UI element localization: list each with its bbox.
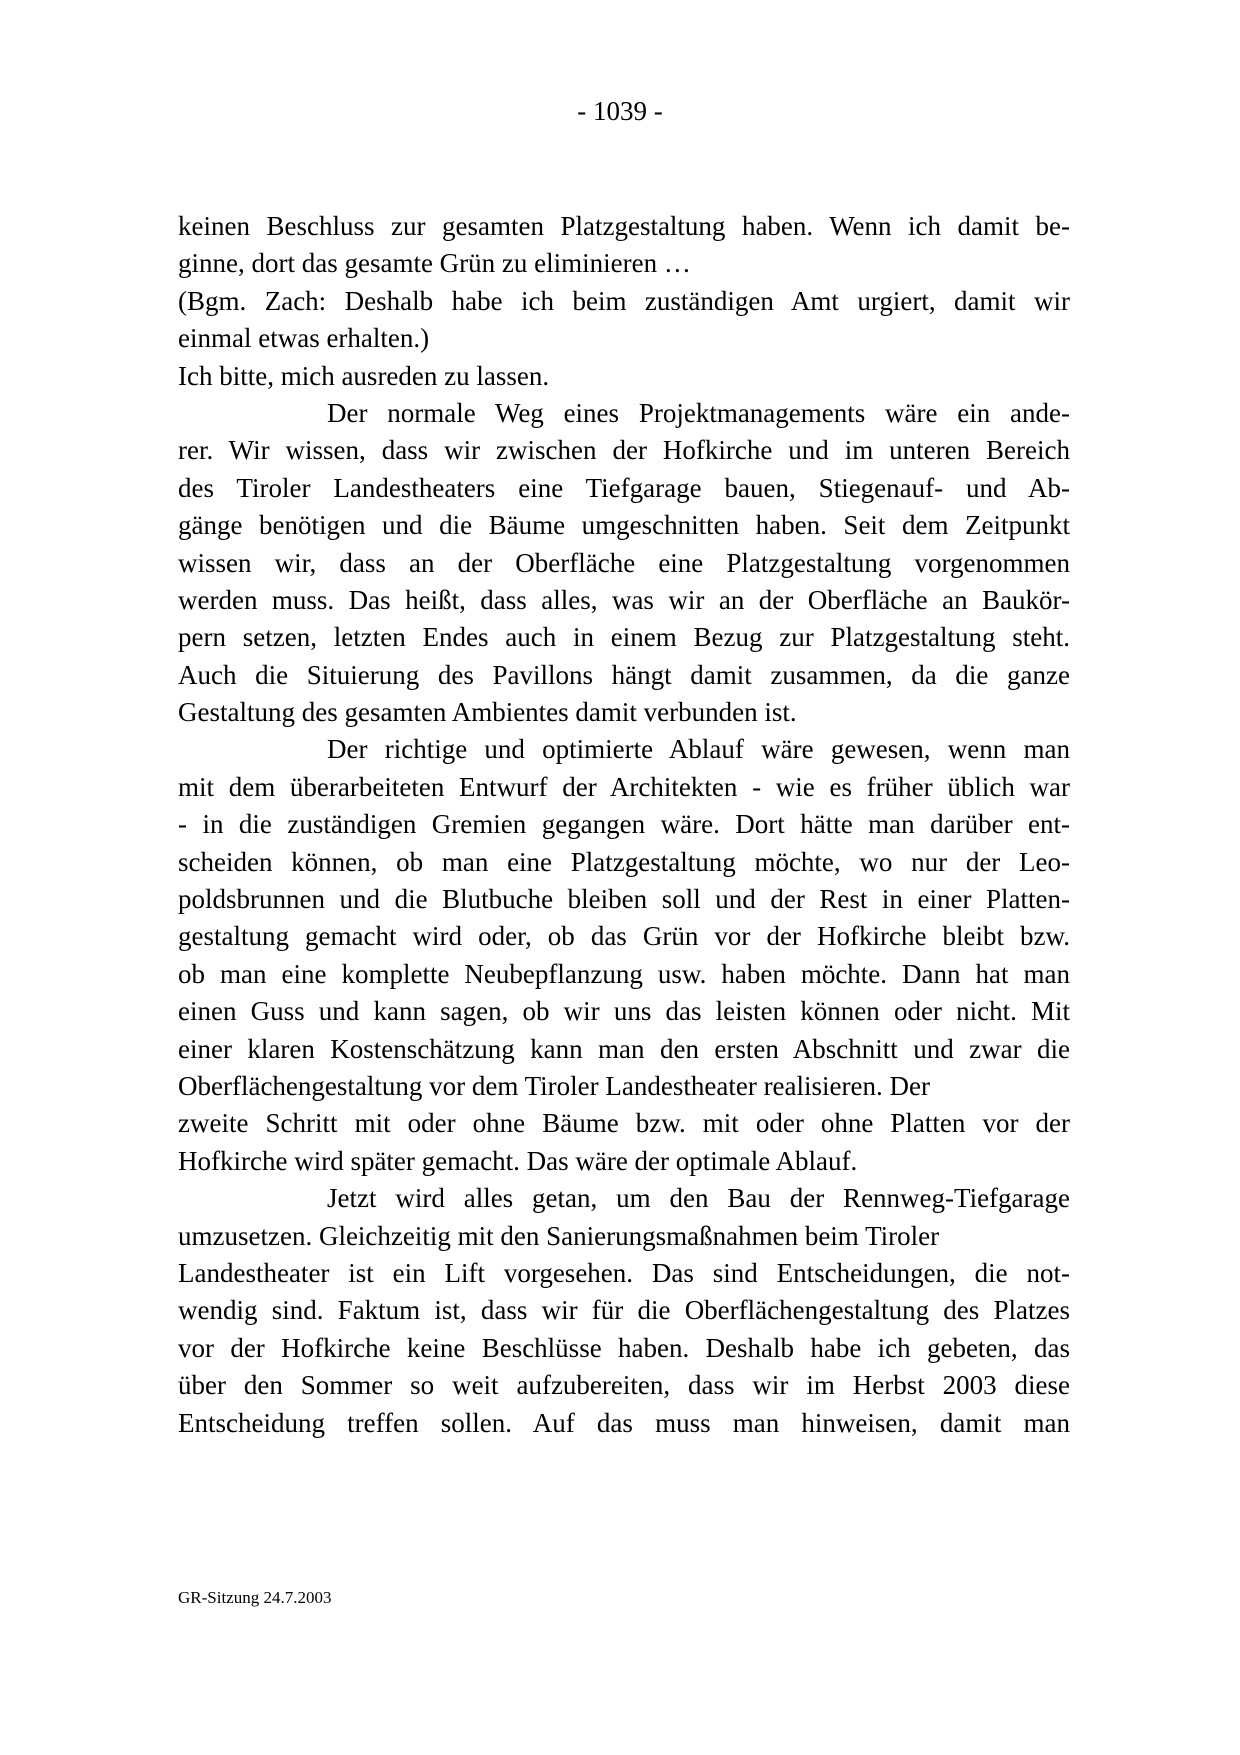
text-line: einen Guss und kann sagen, ob wir uns das leisten können oder nicht. Mit: [178, 996, 1070, 1027]
text-line: zweite Schritt mit oder ohne Bäume bzw. mit oder ohne Platten vor der: [178, 1108, 1070, 1139]
page-number: - 1039 -: [577, 96, 663, 126]
text-line: Oberflächengestaltung vor dem Tiroler Landestheater realisieren. Der: [178, 1070, 930, 1101]
text-line: werden muss. Das heißt, dass alles, was wir an der Oberfläche an Baukör-: [178, 584, 1070, 615]
text-line: (Bgm. Zach: Deshalb habe ich beim zuständigen Amt urgiert, damit wir: [178, 285, 1070, 316]
text-line: scheiden können, ob man eine Platzgestaltung möchte, wo nur der Leo-: [178, 846, 1070, 877]
text-line: keinen Beschluss zur gesamten Platzgestaltung haben. Wenn ich damit be-: [178, 211, 1070, 241]
text-line: gänge benötigen und die Bäume umgeschnitten haben. Seit dem Zeitpunkt: [178, 510, 1070, 541]
text-line: des Tiroler Landestheaters eine Tiefgarage bauen, Stiegenauf- und Ab-: [178, 472, 1070, 503]
text-line: Jetzt wird alles getan, um den Bau der Rennweg-Tiefgarage: [327, 1183, 1070, 1214]
text-line: wissen wir, dass an der Oberfläche eine Platzgestaltung vorgenommen: [178, 547, 1070, 578]
text-line: gestaltung gemacht wird oder, ob das Grün vor der Hofkirche bleibt bzw.: [178, 921, 1070, 952]
text-line: ob man eine komplette Neubepflanzung usw. haben möchte. Dann hat man: [178, 958, 1070, 989]
text-line: Auch die Situierung des Pavillons hängt damit zusammen, da die ganze: [178, 659, 1070, 690]
text-line: pern setzen, letzten Endes auch in einem Bezug zur Platzgestaltung steht.: [178, 622, 1070, 653]
text-line: einer klaren Kostenschätzung kann man den ersten Abschnitt und zwar die: [178, 1033, 1070, 1064]
text-line: - in die zuständigen Gremien gegangen wäre. Dort hätte man darüber ent-: [178, 809, 1070, 840]
text-line: einmal etwas erhalten.): [178, 323, 430, 354]
text-line: rer. Wir wissen, dass wir zwischen der Hofkirche und im unteren Bereich: [178, 435, 1070, 466]
text-line: vor der Hofkirche keine Beschlüsse haben. Deshalb habe ich gebeten, das: [178, 1332, 1070, 1363]
footer-session-date: GR-Sitzung 24.7.2003: [178, 1588, 332, 1607]
text-line: umzusetzen. Gleichzeitig mit den Sanierungsmaßnahmen beim Tiroler: [178, 1220, 940, 1251]
text-line: wendig sind. Faktum ist, dass wir für die Oberflächengestaltung des Platzes: [178, 1295, 1070, 1326]
text-line: Der normale Weg eines Projektmanagements wäre ein ande-: [327, 397, 1070, 428]
text-line: Entscheidung treffen sollen. Auf das muss man hinweisen, damit man: [178, 1407, 1070, 1438]
text-line: Hofkirche wird später gemacht. Das wäre der optimale Ablauf.: [178, 1145, 858, 1176]
text-line: Ich bitte, mich ausreden zu lassen.: [178, 360, 550, 391]
text-line: Landestheater ist ein Lift vorgesehen. Das sind Entscheidungen, die not-: [178, 1257, 1070, 1288]
text-line: ginne, dort das gesamte Grün zu eliminieren …: [178, 248, 691, 279]
text-line: über den Sommer so weit aufzubereiten, dass wir im Herbst 2003 diese: [178, 1370, 1070, 1401]
body-text: [178, 208, 1070, 1442]
text-line: poldsbrunnen und die Blutbuche bleiben soll und der Rest in einer Platten-: [178, 884, 1070, 915]
text-line: Gestaltung des gesamten Ambientes damit verbunden ist.: [178, 697, 797, 728]
text-line: Der richtige und optimierte Ablauf wäre gewesen, wenn man: [327, 734, 1070, 765]
text-line: mit dem überarbeiteten Entwurf der Architekten - wie es früher üblich war: [178, 771, 1070, 802]
